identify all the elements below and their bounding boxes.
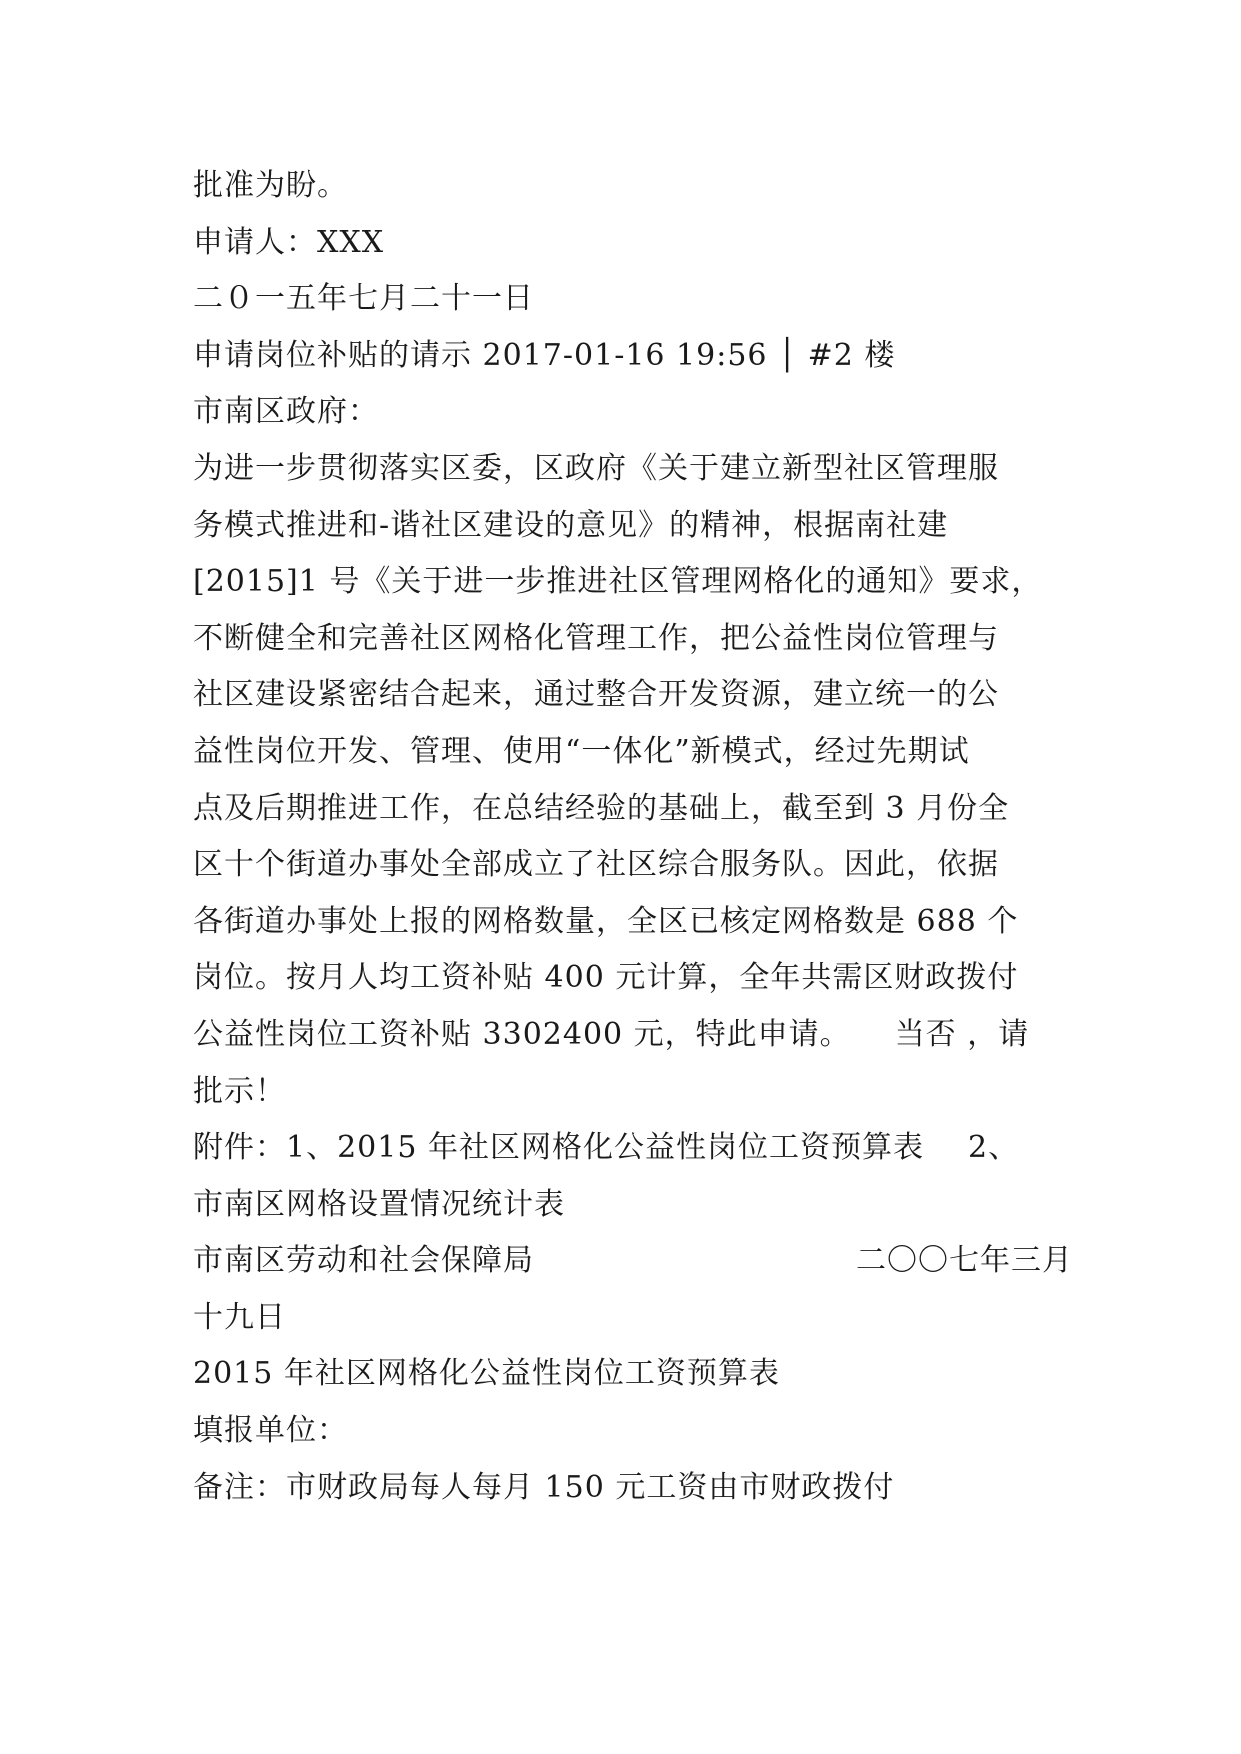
body-text: 公益性岗位工资补贴 3302400 元，特此申请。 [193, 1016, 851, 1052]
attachment-line [193, 1120, 1073, 1177]
attachment-text: 2、 [967, 1130, 1020, 1166]
post-header: 申请岗位补贴的请示 2017-01-16 19:56 │ #2 楼 [193, 337, 896, 373]
attachment-line: 市南区网格设置情况统计表 [193, 1186, 565, 1222]
body-line: 区十个街道办事处全部成立了社区综合服务队。因此，依据 [193, 847, 999, 883]
body-line: 为进一步贯彻落实区委，区政府《关于建立新型社区管理服 [193, 450, 999, 486]
attachment-text: 附件：1、2015 年社区网格化公益性岗位工资预算表 [193, 1130, 924, 1166]
body-line: 批示！ [193, 1073, 286, 1109]
body-line: 社区建设紧密结合起来，通过整合开发资源，建立统一的公 [193, 677, 999, 713]
body-line: 不断健全和完善社区网格化管理工作，把公益性岗位管理与 [193, 620, 999, 656]
body-text: 当否 ，请 [894, 1016, 1030, 1052]
signature-org: 市南区劳动和社会保障局 [193, 1243, 534, 1279]
note-line: 备注：市财政局每人每月 150 元工资由市财政拨付 [193, 1469, 895, 1505]
body-line [193, 1007, 1073, 1064]
table-title: 2015 年社区网格化公益性岗位工资预算表 [193, 1356, 780, 1392]
signature-date-cont: 十九日 [193, 1299, 286, 1335]
body-line: 务模式推进和-谐社区建设的意见》的精神，根据南社建 [193, 507, 949, 543]
unit-line: 填报单位： [193, 1413, 348, 1449]
body-line: 益性岗位开发、管理、使用“一体化”新模式，经过先期试 [193, 733, 970, 769]
body-line: 点及后期推进工作，在总结经验的基础上，截至到 3 月份全 [193, 790, 1010, 826]
body-line: [2015]1 号《关于进一步推进社区管理网格化的通知》要求， [193, 564, 1043, 600]
closing-line: 批准为盼。 [193, 168, 348, 203]
body-line: 各街道办事处上报的网格数量，全区已核定网格数是 688 个 [193, 903, 1019, 939]
body-line: 岗位。按月人均工资补贴 400 元计算，全年共需区财政拨付 [193, 960, 1019, 996]
date-line: 二０一五年七月二十一日 [193, 281, 534, 317]
signature-date: 二〇〇七年三月 [856, 1243, 1073, 1279]
signature-line [193, 1233, 1073, 1290]
applicant-line: 申请人：XXX [193, 224, 385, 260]
document-body [193, 158, 1073, 1516]
recipient-line: 市南区政府： [193, 394, 379, 430]
